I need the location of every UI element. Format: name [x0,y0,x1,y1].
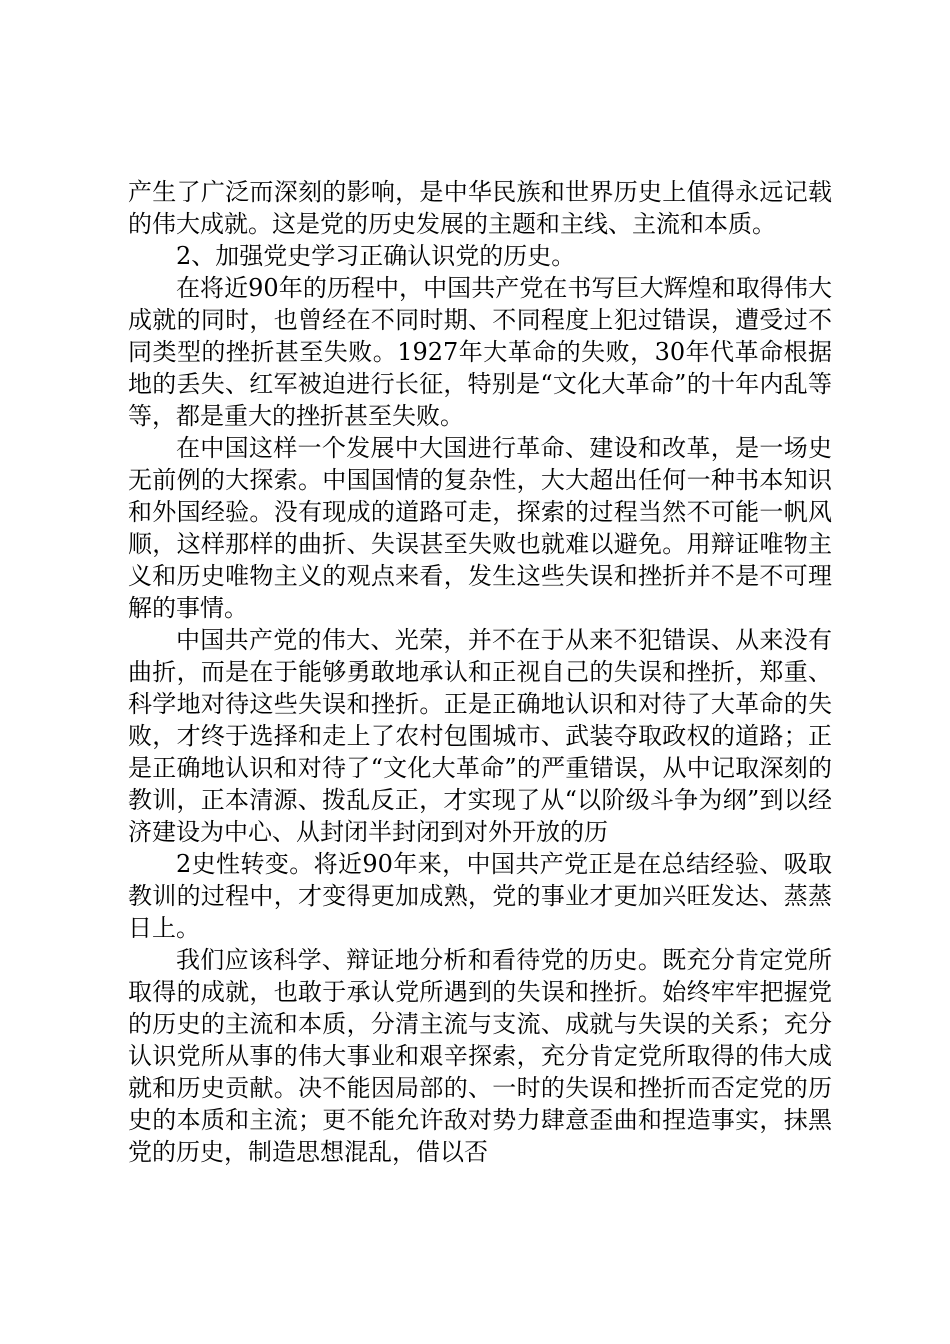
paragraph-3: 在将近90年的历程中，中国共产党在书写巨大辉煌和取得伟大成就的同时，也曾经在不同时期、不同程度上犯过错误，遭受过不同类型的挫折甚至失败。1927年大革命的失败，30年代革命根据地的丢失、红军被迫进行长征，特别是“文化大革命”的十年内乱等等，都是重大的挫折甚至失败。 [128,274,832,430]
paragraph-7: 我们应该科学、辩证地分析和看待党的历史。既充分肯定党所取得的成就，也敢于承认党所遇到的失误和挫折。始终牢牢把握党的历史的主流和本质，分清主流与支流、成就与失误的关系；充分认识党所从事的伟大事业和艰辛探索，充分肯定党所取得的伟大成就和历史贡献。决不能因局部的、一时的失误和挫折而否定党的历史的本质和主流；更不能允许敌对势力肆意歪曲和捏造事实，抹黑党的历史，制造思想混乱，借以否 [128,946,832,1166]
document-page [128,176,832,1168]
paragraph-2-section-heading: 2、加强党史学习正确认识党的历史。 [176,242,576,270]
paragraph-6: 2史性转变。将近90年来，中国共产党正是在总结经验、吸取教训的过程中，才变得更加成熟，党的事业才更加兴旺发达、蒸蒸日上。 [128,850,832,942]
paragraph-1: 产生了广泛而深刻的影响，是中华民族和世界历史上值得永远记载的伟大成就。这是党的历史发展的主题和主线、主流和本质。 [128,178,832,238]
paragraph-4: 在中国这样一个发展中大国进行革命、建设和改革，是一场史无前例的大探索。中国国情的复杂性，大大超出任何一种书本知识和外国经验。没有现成的道路可走，探索的过程当然不可能一帆风顺，这样那样的曲折、失误甚至失败也就难以避免。用辩证唯物主义和历史唯物主义的观点来看，发生这些失误和挫折并不是不可理解的事情。 [128,434,832,622]
paragraph-5: 中国共产党的伟大、光荣，并不在于从来不犯错误、从来没有曲折，而是在于能够勇敢地承认和正视自己的失误和挫折，郑重、科学地对待这些失误和挫折。正是正确地认识和对待了大革命的失败，才终于选择和走上了农村包围城市、武装夺取政权的道路；正是正确地认识和对待了“文化大革命”的严重错误，从中记取深刻的教训，正本清源、拨乱反正，才实现了从“以阶级斗争为纲”到以经济建设为中心、从封闭半封闭到对外开放的历 [128,626,832,846]
